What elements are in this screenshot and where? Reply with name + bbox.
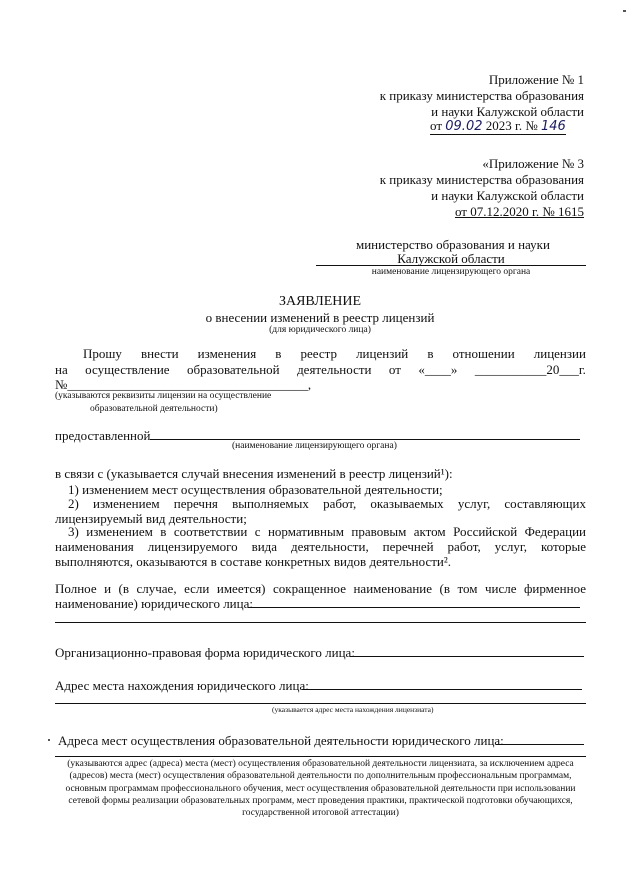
reason-item-1: 1) изменением мест осуществления образовательной деятельности; — [68, 482, 443, 497]
activity-address-caption: (указываются адрес (адреса) места (мест) осуществления образовательной деятельности лицензиата, за исключением адреса (адресов) места (мест) осуществления образовательной деятельности по дополнительным профессиональным программам, основным программам профессионального обучения, мест осуществления образовательной деятельности при использовании сетевой формы реализации образовательных программ, мест проведения практики, практической подготовки обучающихся, государственной итоговой аттестации) — [65, 759, 576, 819]
issued-field[interactable] — [150, 439, 580, 440]
appendix1-line3: и науки Калужской области — [431, 104, 584, 119]
appendix1-line1: Приложение № 1 — [488, 72, 584, 87]
appendix1-date-line — [430, 118, 566, 135]
activity-address-field[interactable] — [496, 744, 584, 745]
request-word: отношении — [452, 346, 515, 361]
appendix3-line3: и науки Калужской области — [431, 188, 584, 203]
reason-item-3: 3) изменением в соответствии с нормативным правовым актом Российской Федерации наименования лицензируемого вида деятельности, перечней работ, услуг, которые выполняются, оказываются в составе конкретных видов деятельности². — [55, 524, 586, 569]
request-word: деятельности — [297, 362, 372, 377]
activity-address-label: Адреса мест осуществления образовательной деятельности юридического лица: — [58, 733, 504, 748]
address-caption: (указывается адрес места нахождения лицензиата) — [272, 705, 434, 714]
appendix1-date-prefix: от — [430, 118, 446, 133]
request-caption1: (указываются реквизиты лицензии на осуществление — [55, 391, 272, 401]
appendix1-date-year: 2023 г. № — [482, 118, 542, 133]
request-word: реестр — [300, 346, 337, 361]
full-name-field-line2[interactable] — [55, 622, 586, 623]
address-label: Адрес места нахождения юридического лица: — [55, 678, 309, 693]
title-subheading: о внесении изменений в реестр лицензий — [205, 310, 435, 325]
title-heading: ЗАЯВЛЕНИЕ — [278, 294, 362, 309]
request-word: от — [388, 362, 401, 377]
activity-address-field-line2[interactable] — [55, 756, 586, 757]
addressee-line1: министерство образования и науки — [356, 237, 550, 252]
addressee-underline — [316, 265, 586, 266]
appendix3-line4: от 07.12.2020 г. № 1615 — [454, 204, 584, 219]
full-name-field[interactable] — [248, 607, 580, 608]
request-word: на — [55, 362, 68, 377]
request-word: лицензий — [356, 346, 409, 361]
addressee-line2: Калужской области — [397, 251, 505, 266]
appendix3-line2: к приказу министерства образования — [379, 172, 584, 187]
org-form-field[interactable] — [350, 656, 584, 657]
license-year-field[interactable]: ___________20___г. — [474, 362, 586, 377]
appendix1-date-handwritten: 09.02 — [445, 119, 483, 134]
reason-item-2: 2) изменением перечня выполняемых работ, оказываемых услуг, составляющих лицензируемый вид деятельности; — [55, 496, 586, 526]
request-line1 — [83, 346, 586, 362]
appendix3-line1: «Приложение № 3 — [482, 156, 584, 171]
request-caption2: образовательной деятельности) — [90, 404, 218, 414]
appendix1-number-handwritten: 146 — [541, 119, 566, 134]
title-note: (для юридического лица) — [269, 325, 371, 335]
addressee-caption: наименование лицензирующего органа — [371, 267, 531, 277]
request-line2 — [55, 362, 586, 378]
license-date-field[interactable]: «____» — [418, 362, 458, 377]
request-word: в — [275, 346, 282, 361]
license-number-field[interactable]: №_____________________________________, — [55, 377, 312, 392]
appendix1-line2: к приказу министерства образования — [379, 88, 584, 103]
request-word: осуществление — [85, 362, 170, 377]
request-word: лицензии — [533, 346, 586, 361]
request-word: образовательной — [187, 362, 280, 377]
request-word: изменения — [197, 346, 257, 361]
request-word: внести — [140, 346, 179, 361]
address-field[interactable] — [302, 689, 582, 690]
request-word: в — [427, 346, 434, 361]
request-word: Прошу — [83, 346, 122, 361]
scan-speck — [48, 739, 50, 741]
org-form-label: Организационно-правовая форма юридического лица: — [55, 645, 355, 660]
full-name-label: Полное и (в случае, если имеется) сокращенное наименование (в том числе фирменное наименование) юридического лица: — [55, 581, 586, 611]
address-field-line2[interactable] — [55, 703, 586, 704]
scan-speck — [623, 10, 626, 12]
reasons-intro: в связи с (указывается случай внесения изменений в реестр лицензий¹): — [55, 466, 453, 481]
issued-caption: (наименование лицензирующего органа) — [232, 441, 397, 451]
issued-label: предоставленной — [55, 428, 151, 443]
